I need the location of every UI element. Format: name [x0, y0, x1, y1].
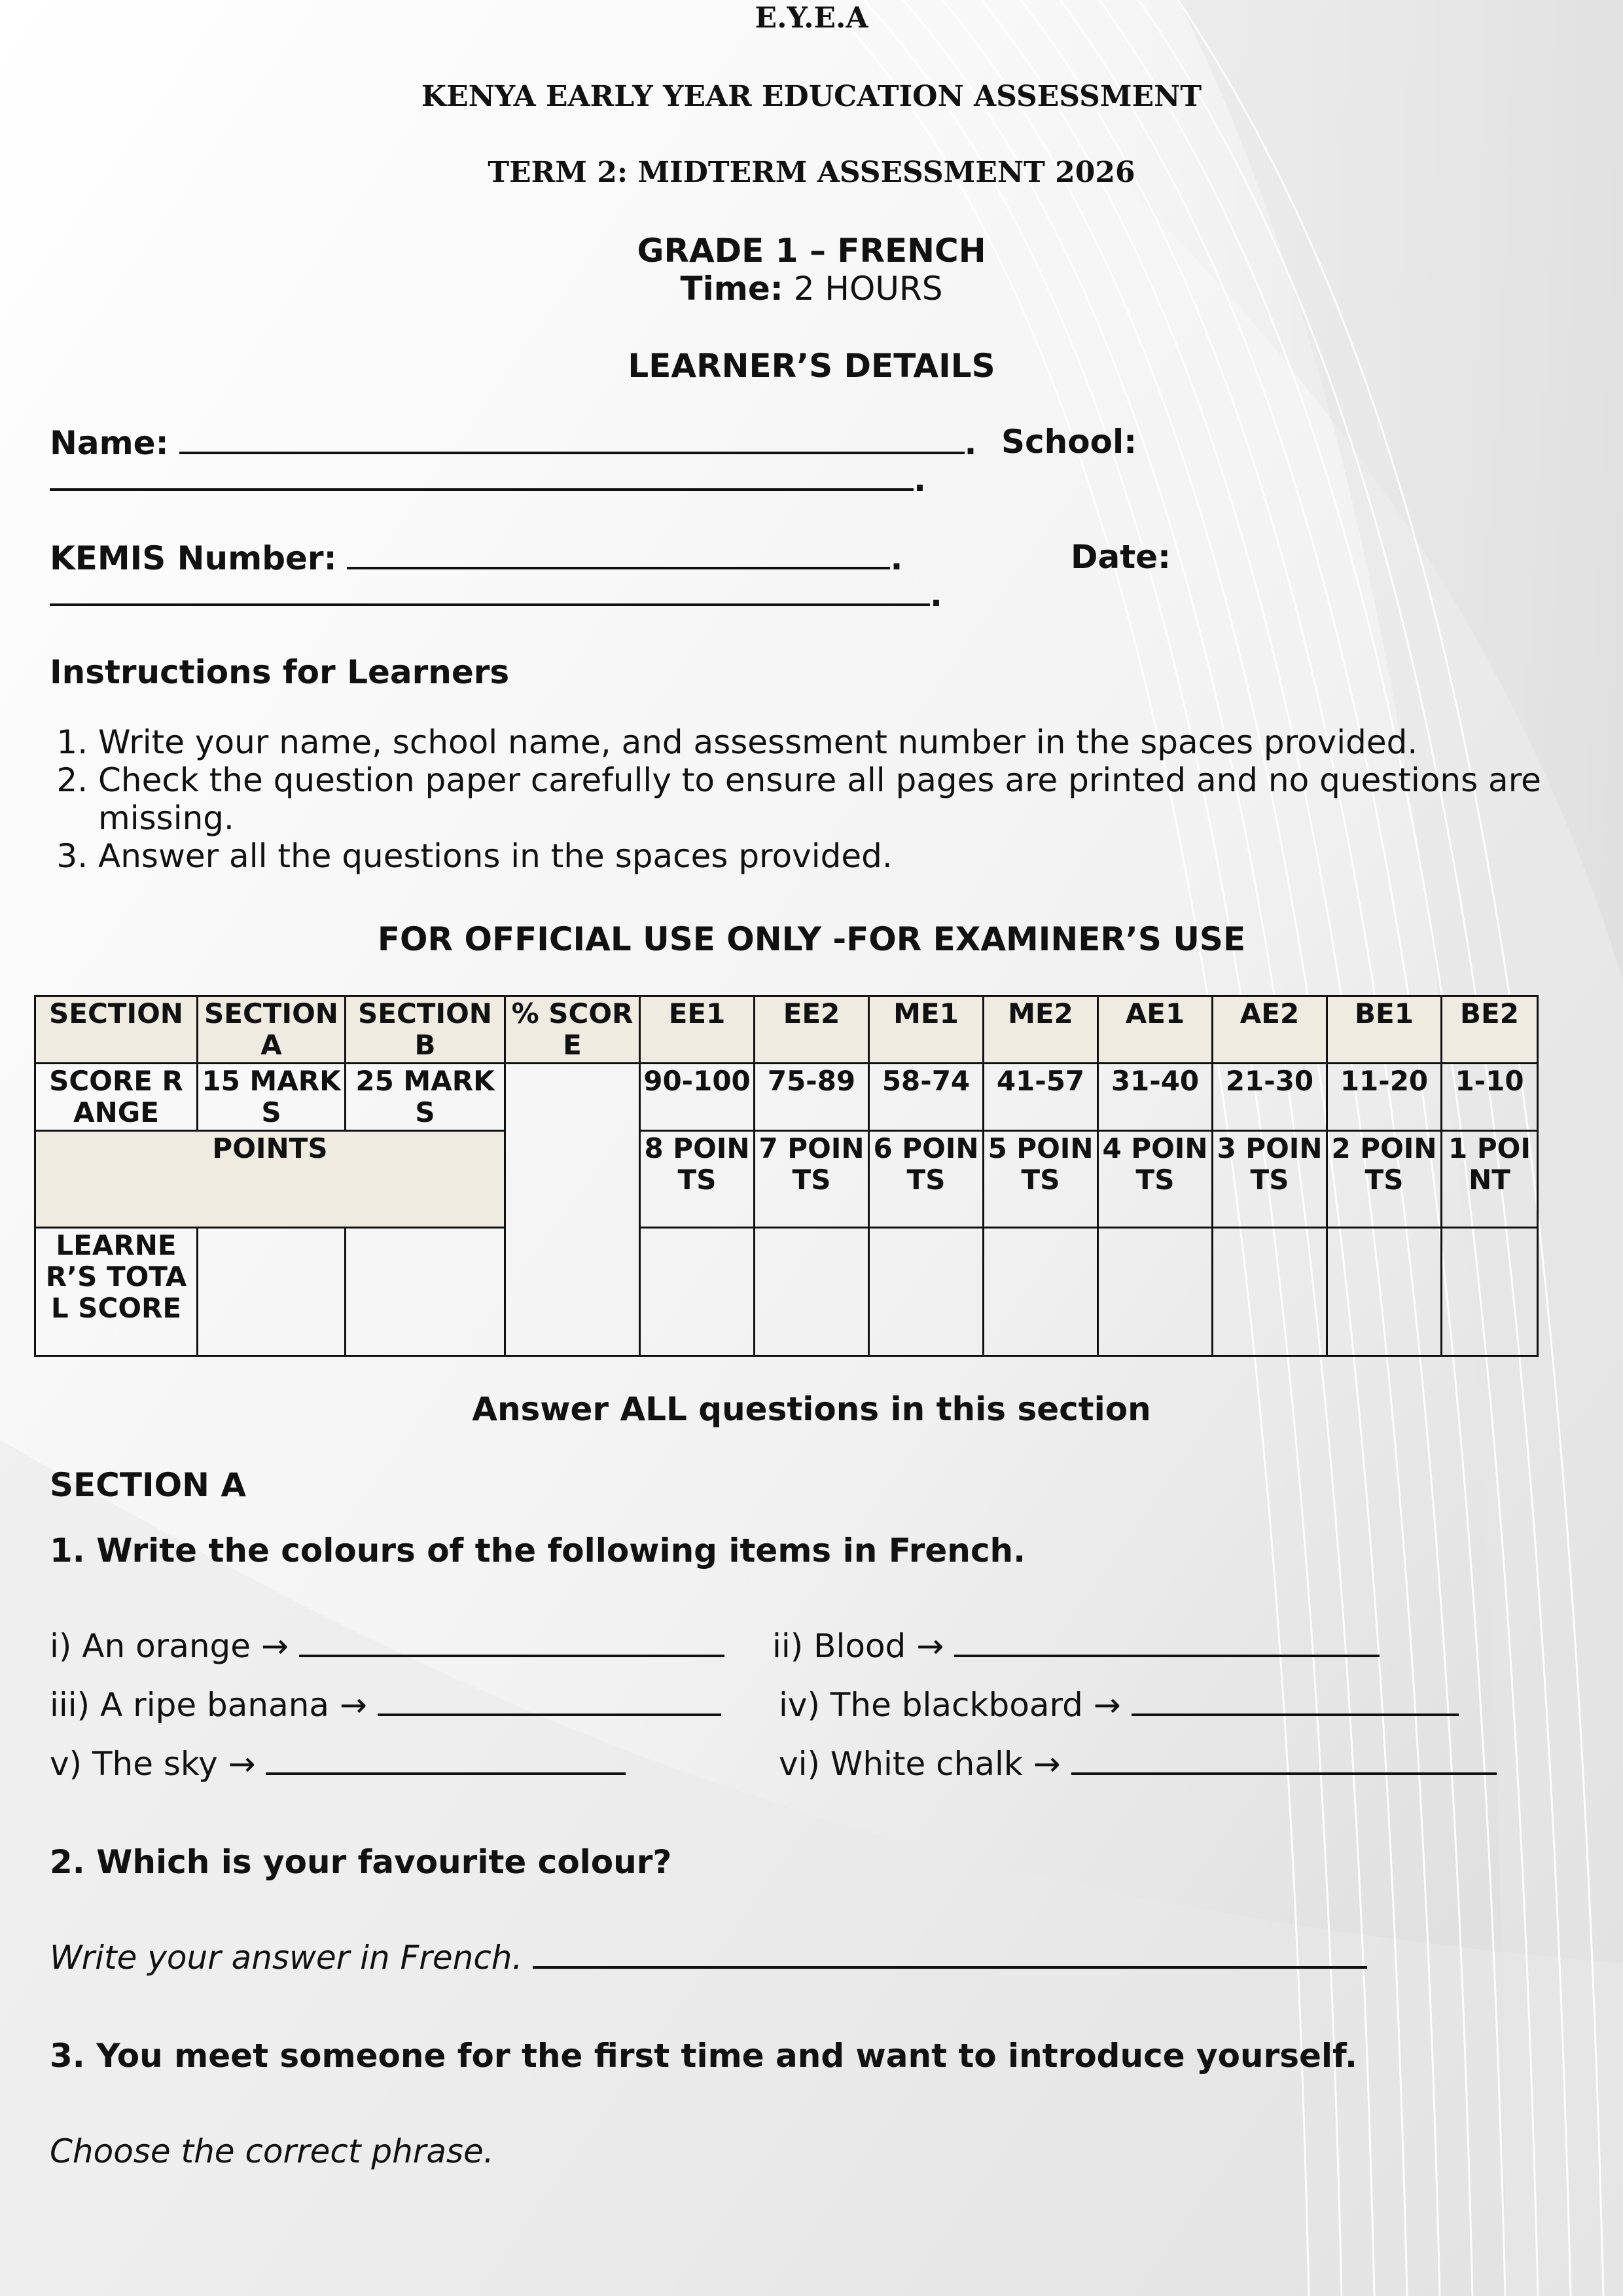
question-1: 1. Write the colours of the following items in French.: [50, 1532, 1026, 1570]
q1-item-blackboard: [779, 1686, 1459, 1724]
header-cell-section-a: SECTION A: [198, 996, 346, 1064]
q2-answer-row: [50, 1939, 1367, 1977]
points-cell: 1 POINT: [1442, 1131, 1538, 1228]
school-dot: .: [914, 461, 926, 499]
be1-score-cell[interactable]: [1327, 1228, 1442, 1356]
header-cell-be2: BE2: [1442, 996, 1538, 1064]
q2-answer-field[interactable]: [533, 1941, 1367, 1969]
question-3: 3. You meet someone for the first time and want to introduce yourself.: [50, 2037, 1358, 2075]
range-cell: 1-10: [1442, 1064, 1538, 1131]
section-b-marks: 25 MARKS: [346, 1064, 505, 1131]
kemis-dot: .: [890, 539, 903, 577]
points-cell: 4 POINTS: [1098, 1131, 1213, 1228]
q1-item-banana: [50, 1686, 721, 1724]
table-header-row: [35, 996, 1538, 1064]
q2-prompt: Write your answer in French.: [50, 1939, 523, 1977]
range-cell: 21-30: [1213, 1064, 1327, 1131]
score-range-label: SCORE RANGE: [35, 1064, 198, 1131]
points-cell: 2 POINTS: [1327, 1131, 1442, 1228]
range-cell: 90-100: [640, 1064, 755, 1131]
be2-score-cell[interactable]: [1442, 1228, 1538, 1356]
points-label: POINTS: [35, 1131, 505, 1228]
instruction-item: 3. Answer all the questions in the spaces provided.: [98, 837, 1623, 875]
header-cell-me2: ME2: [984, 996, 1098, 1064]
points-row: [35, 1131, 1538, 1228]
q1-item-label: iii) A ripe banana →: [50, 1686, 367, 1724]
header-cell-ee1: EE1: [640, 996, 755, 1064]
header-cell-me1: ME1: [869, 996, 984, 1064]
range-cell: 11-20: [1327, 1064, 1442, 1131]
ee2-score-cell[interactable]: [755, 1228, 869, 1356]
q1-item-label: i) An orange →: [50, 1627, 289, 1665]
ae2-score-cell[interactable]: [1213, 1228, 1327, 1356]
school-field-row: [50, 459, 926, 499]
header-cell-be1: BE1: [1327, 996, 1442, 1064]
q1-item-sky: [50, 1745, 626, 1783]
header-cell-ae2: AE2: [1213, 996, 1327, 1064]
points-cell: 3 POINTS: [1213, 1131, 1327, 1228]
section-b-score-cell[interactable]: [346, 1228, 505, 1356]
range-cell: 75-89: [755, 1064, 869, 1131]
instruction-item: 2. Check the question paper carefully to ensure all pages are printed and no questions are missing.: [98, 761, 1623, 837]
points-cell: 8 POINTS: [640, 1131, 755, 1228]
examiner-score-table: [34, 995, 1539, 1357]
time-value: 2 HOURS: [793, 270, 943, 308]
name-field[interactable]: [179, 423, 965, 454]
learner-total-row: [35, 1228, 1538, 1356]
time-label: Time:: [680, 270, 783, 308]
q1-item-label: ii) Blood →: [772, 1627, 944, 1665]
percent-score-cell[interactable]: [505, 1064, 640, 1356]
range-cell: 58-74: [869, 1064, 984, 1131]
instruction-item: 1. Write your name, school name, and assessment number in the spaces provided.: [98, 723, 1623, 761]
header-cell-section-b: SECTION B: [346, 996, 505, 1064]
header-cell-ae1: AE1: [1098, 996, 1213, 1064]
ee1-score-cell[interactable]: [640, 1228, 755, 1356]
question-2: 2. Which is your favourite colour?: [50, 1843, 672, 1881]
q1-item-label: v) The sky →: [50, 1745, 256, 1783]
instructions-title: Instructions for Learners: [50, 653, 510, 691]
official-use-title: FOR OFFICIAL USE ONLY -FOR EXAMINER’S USE: [377, 920, 1246, 958]
me2-score-cell[interactable]: [984, 1228, 1098, 1356]
points-cell: 5 POINTS: [984, 1131, 1098, 1228]
name-row: [50, 423, 977, 462]
range-cell: 31-40: [1098, 1064, 1213, 1131]
q1-item-blood: [772, 1627, 1380, 1665]
name-dot: .: [964, 424, 977, 462]
q1-item-chalk: [779, 1745, 1497, 1783]
kemis-row: [50, 538, 902, 577]
section-a-marks: 15 MARKS: [198, 1064, 346, 1131]
q1-answer-field[interactable]: [954, 1630, 1380, 1657]
date-label: Date:: [1071, 538, 1171, 576]
instructions-list: [46, 723, 1623, 875]
school-field[interactable]: [50, 459, 914, 491]
q1-item-label: vi) White chalk →: [779, 1745, 1061, 1783]
answer-all-note: Answer ALL questions in this section: [472, 1390, 1151, 1428]
date-dot: .: [930, 576, 942, 614]
header-cell-ee2: EE2: [755, 996, 869, 1064]
grade-subject-title: GRADE 1 – FRENCH: [637, 232, 986, 270]
ae1-score-cell[interactable]: [1098, 1228, 1213, 1356]
organization-title: KENYA EARLY YEAR EDUCATION ASSESSMENT: [421, 80, 1202, 113]
me1-score-cell[interactable]: [869, 1228, 984, 1356]
name-label: Name:: [50, 424, 169, 462]
date-field[interactable]: [50, 575, 930, 606]
school-label: School:: [1001, 423, 1137, 461]
q1-answer-field[interactable]: [378, 1689, 721, 1716]
q1-answer-field[interactable]: [1132, 1689, 1459, 1716]
points-cell: 7 POINTS: [755, 1131, 869, 1228]
q3-prompt: Choose the correct phrase.: [50, 2132, 494, 2170]
date-field-row: [50, 575, 942, 614]
q1-item-label: iv) The blackboard →: [779, 1686, 1121, 1724]
q1-item-orange: [50, 1627, 724, 1665]
range-cell: 41-57: [984, 1064, 1098, 1131]
learner-details-title: LEARNER’S DETAILS: [628, 347, 995, 385]
term-title: TERM 2: MIDTERM ASSESSMENT 2026: [488, 156, 1135, 189]
header-cell-percent-score: % SCORE: [505, 996, 640, 1064]
q1-answer-field[interactable]: [299, 1630, 724, 1657]
kemis-field[interactable]: [347, 538, 890, 569]
score-range-row: [35, 1064, 1538, 1131]
section-a-title: SECTION A: [50, 1466, 247, 1504]
header-cell-section: SECTION: [35, 996, 198, 1064]
points-cell: 6 POINTS: [869, 1131, 984, 1228]
section-a-score-cell[interactable]: [198, 1228, 346, 1356]
exam-abbreviation: E.Y.E.A: [755, 1, 868, 35]
exam-time: [0, 270, 1623, 308]
kemis-label: KEMIS Number:: [50, 539, 337, 577]
q1-answer-field[interactable]: [266, 1748, 626, 1775]
q1-answer-field[interactable]: [1071, 1748, 1497, 1775]
learner-total-label: LEARNER’S TOTAL SCORE: [35, 1228, 198, 1356]
